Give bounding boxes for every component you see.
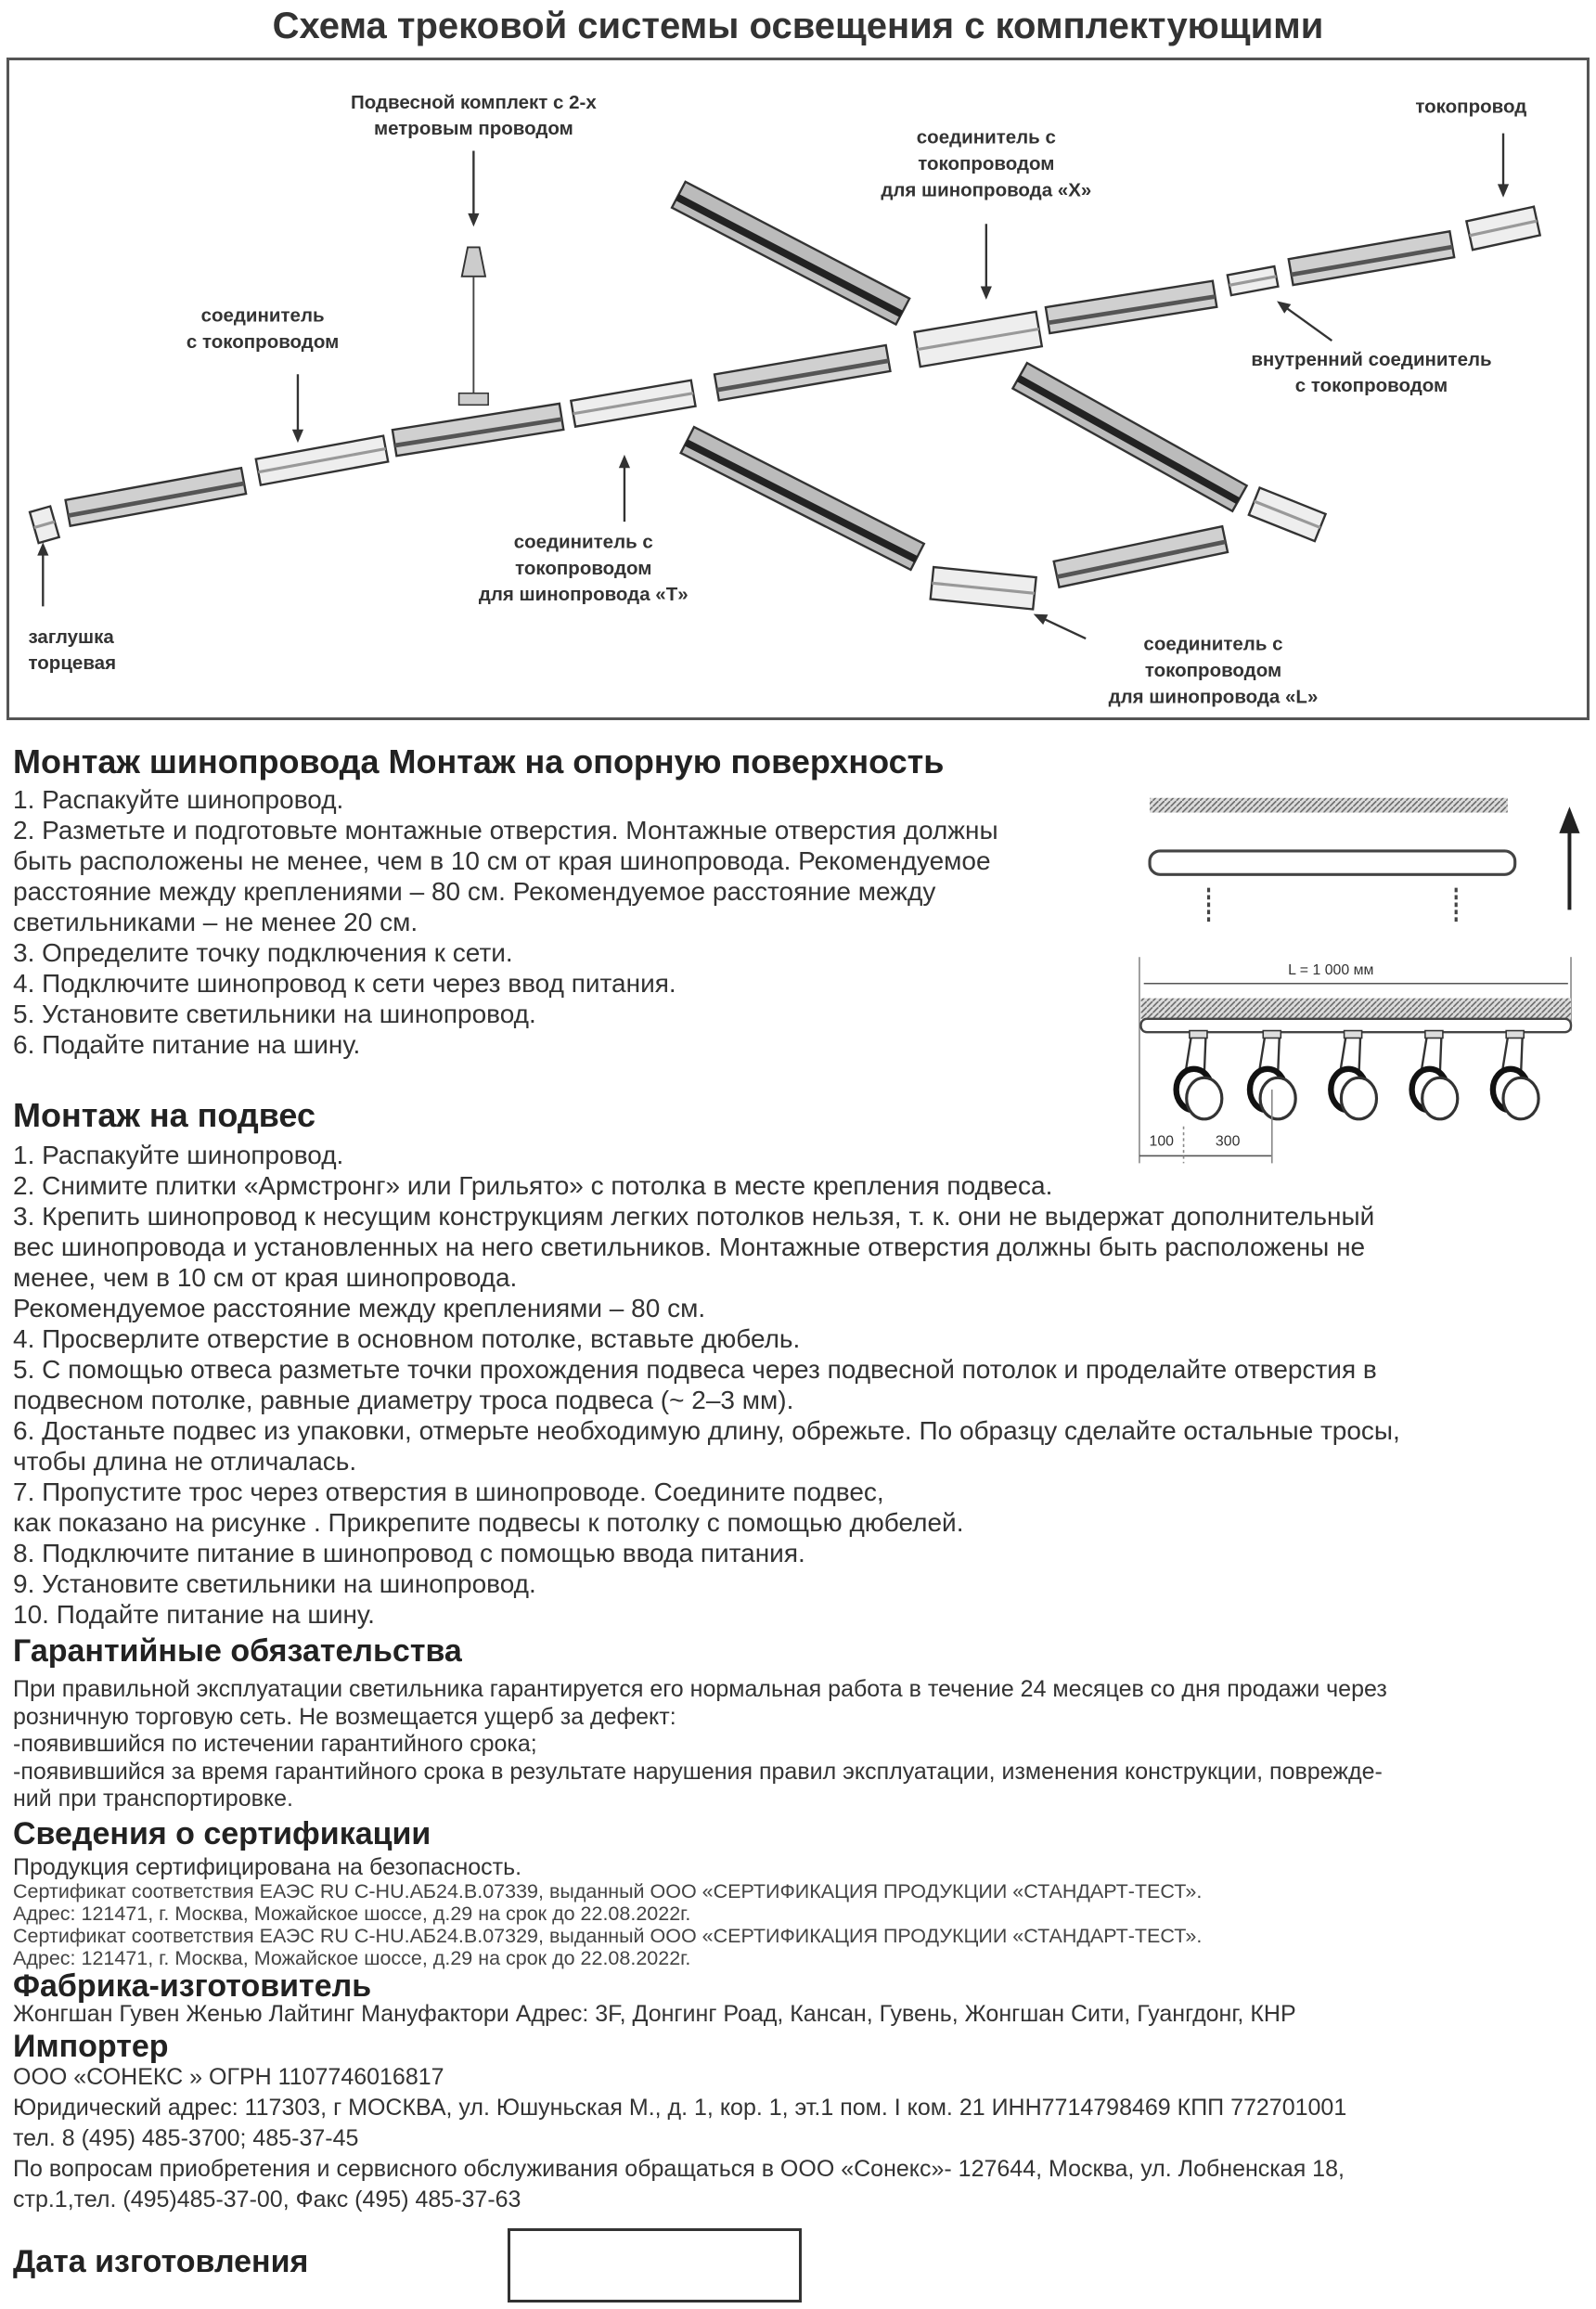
spotlight-icon bbox=[1493, 1031, 1538, 1119]
inner-connector bbox=[1228, 266, 1279, 295]
track-section bbox=[66, 468, 247, 525]
diagram-label-l-connector: для шинопровода «L» bbox=[1108, 686, 1319, 708]
text-line: Юридический адрес: 117303, г МОСКВА, ул. Юшуньская М., д. 1, кор. 1, эт.1 пом. I ком. 21 ИНН7714798469 КПП 772701001 bbox=[13, 2095, 1347, 2121]
track-section bbox=[672, 182, 909, 325]
pointer-arrow-icon bbox=[621, 458, 629, 522]
track-section bbox=[1289, 231, 1454, 285]
importer-heading: Импортер bbox=[13, 2029, 169, 2064]
manufacturer-heading: Фабрика-изготовитель bbox=[13, 1968, 372, 2004]
text-line: тел. 8 (495) 485-3700; 485-37-45 bbox=[13, 2125, 359, 2151]
pointer-arrow-icon bbox=[294, 374, 302, 440]
text-line: 1. Распакуйте шинопровод. bbox=[13, 1141, 344, 1169]
page-title: Схема трековой системы освещения с комплектующими bbox=[272, 6, 1324, 46]
diagram-label-x-connector: для шинопровода «Х» bbox=[881, 179, 1092, 201]
diagram-label-inner-connector: внутренний соединитель bbox=[1251, 348, 1492, 370]
text-line: 8. Подключите питание в шинопровод с помощью ввода питания. bbox=[13, 1539, 805, 1567]
diagram-label-x-connector: соединитель с bbox=[916, 126, 1056, 148]
text-line: Адрес: 121471, г. Москва, Можайское шоссе, д.29 на срок до 22.08.2022г. bbox=[13, 1947, 691, 1969]
text-line: 2. Разметьте и подготовьте монтажные отверстия. Монтажные отверстия должны bbox=[13, 816, 998, 845]
diagram-label-track: токопровод bbox=[1415, 96, 1527, 118]
t-connector bbox=[571, 381, 695, 427]
suspension-mount-steps bbox=[13, 1140, 1400, 1630]
text-line: По вопросам приобретения и сервисного обслуживания обращаться в ООО «Сонекс»- 127644, Москва, ул. Лобненская 18, bbox=[13, 2156, 1345, 2182]
diagram-label-suspension: Подвесной комплект с 2-х bbox=[350, 91, 597, 113]
text-line: 3. Крепить шинопровод к несущим конструкциям легких потолков нельзя, т. к. они не выдержат дополнительный bbox=[13, 1202, 1375, 1231]
ceiling-surface bbox=[1150, 798, 1508, 813]
text-line: стр.1,тел. (495)485-37-00, Факс (495) 485-37-63 bbox=[13, 2186, 521, 2212]
diagram-label-l-connector: токопроводом bbox=[1144, 659, 1282, 681]
pointer-arrow-icon bbox=[1499, 134, 1508, 195]
manufacture-date-label: Дата изготовления bbox=[13, 2244, 309, 2279]
diagram-label-inner-connector: с токопроводом bbox=[1294, 375, 1448, 397]
text-line: 5. Установите светильники на шинопровод. bbox=[13, 1000, 536, 1028]
text-line: 7. Пропустите трос через отверстия в шинопроводе. Соедините подвес, bbox=[13, 1477, 884, 1506]
text-line: -появившийся по истечении гарантийного срока; bbox=[13, 1731, 537, 1757]
text-line: 3. Определите точку подключения к сети. bbox=[13, 938, 513, 967]
track-system-diagram bbox=[6, 58, 1590, 720]
text-line: 10. Подайте питание на шину. bbox=[13, 1600, 375, 1629]
suspension-kit bbox=[459, 247, 489, 405]
text-line: Рекомендуемое расстояние между креплениями – 80 см. bbox=[13, 1294, 706, 1322]
track-section bbox=[681, 427, 924, 570]
text-line: 1. Распакуйте шинопровод. bbox=[13, 785, 344, 814]
text-line: 5. С помощью отвеса разметьте точки прохождения подвеса через подвесной потолок и проделайте отверстия в bbox=[13, 1355, 1377, 1384]
l-connector bbox=[931, 567, 1036, 609]
certification-details bbox=[13, 1880, 1202, 1969]
spotlight-icon bbox=[1177, 1031, 1222, 1119]
text-line: вес шинопровода и установленных на него светильников. Монтажные отверстия должны быть расположены не bbox=[13, 1232, 1366, 1261]
diagram-label-end-cap: заглушка bbox=[28, 626, 114, 648]
diagram-label-suspension: метровым проводом bbox=[373, 118, 573, 140]
track-section bbox=[714, 345, 890, 400]
track-end bbox=[1466, 207, 1539, 250]
end-cap bbox=[30, 507, 59, 544]
track-section bbox=[1054, 526, 1228, 587]
surface-mount-steps bbox=[13, 784, 998, 1060]
text-line: Адрес: 121471, г. Москва, Можайское шоссе, д.29 на срок до 22.08.2022г. bbox=[13, 1903, 691, 1925]
warranty-text bbox=[13, 1676, 1387, 1813]
diagram-label-end-cap: торцевая bbox=[28, 652, 117, 675]
diagram-label-x-connector: токопроводом bbox=[918, 153, 1055, 174]
diagram-label-straight-connector: соединитель bbox=[200, 304, 325, 327]
certification-heading: Сведения о сертификации bbox=[13, 1816, 431, 1851]
diagram-label-t-connector: для шинопровода «Т» bbox=[478, 584, 689, 606]
text-line: подвесном потолке, равные диаметру троса подвеса (~ 2–3 мм). bbox=[13, 1386, 794, 1414]
mounting-figure-svg bbox=[1132, 780, 1596, 1179]
text-line: менее, чем в 10 см от края шинопровода. bbox=[13, 1263, 518, 1292]
text-line: как показано на рисунке . Прикрепите подвесы к потолку с помощью дюбелей. bbox=[13, 1508, 964, 1537]
manufacturer-address: Жонгшан Гувен Женью Лайтинг Мануфактори Адрес: 3F, Донгинг Роад, Кансан, Гувень, Жонгшан Сити, Гуангдонг, КНР bbox=[13, 2001, 1296, 2027]
spotlight-icon bbox=[1331, 1031, 1376, 1119]
text-line: быть расположены не менее, чем в 10 см от края шинопровода. Рекомендуемое bbox=[13, 846, 991, 875]
text-line: Сертификат соответствия ЕАЭС RU С-HU.АБ24.В.07339, выданный ООО «СЕРТИФИКАЦИЯ ПРОДУКЦИИ «СТАНДАРТ-ТЕСТ». bbox=[13, 1880, 1203, 1903]
text-line: 9. Установите светильники на шинопровод. bbox=[13, 1569, 536, 1598]
spotlight-icon bbox=[1412, 1031, 1458, 1119]
x-connector bbox=[914, 312, 1041, 367]
track-section bbox=[1012, 363, 1246, 511]
pointer-arrow-icon bbox=[470, 151, 478, 225]
text-line: 6. Подайте питание на шину. bbox=[13, 1030, 361, 1059]
pointer-arrow-icon bbox=[1036, 615, 1086, 639]
diagram-label-l-connector: соединитель с bbox=[1143, 633, 1283, 655]
manufacturer-details bbox=[13, 2001, 1296, 2029]
dimension-300: 300 bbox=[1215, 1133, 1241, 1150]
text-line: ний при транспортировке. bbox=[13, 1786, 293, 1812]
text-line: чтобы длина не отличалась. bbox=[13, 1447, 357, 1476]
track-rail bbox=[1150, 851, 1515, 874]
pointer-arrow-icon bbox=[1280, 303, 1332, 341]
text-line: При правильной эксплуатации светильника гарантируется его нормальная работа в течение 24 месяцев со дня продажи через bbox=[13, 1676, 1387, 1702]
text-line: 4. Просверлите отверстие в основном потолке, вставьте дюбель. bbox=[13, 1324, 801, 1353]
manufacture-date-field bbox=[508, 2228, 802, 2303]
importer-details bbox=[13, 2062, 1346, 2215]
surface-mount-heading: Монтаж шинопровода Монтаж на опорную поверхность bbox=[13, 742, 945, 780]
diagram-label-t-connector: соединитель с bbox=[513, 531, 653, 553]
certification-intro-text: Продукция сертифицирована на безопасность. bbox=[13, 1854, 522, 1880]
warranty-heading: Гарантийные обязательства bbox=[13, 1633, 462, 1669]
text-line: -появившийся за время гарантийного срока в результате нарушения правил эксплуатации, изменения конструкции, поврежде- bbox=[13, 1758, 1383, 1785]
text-line: Сертификат соответствия ЕАЭС RU С-HU.АБ24.В.07329, выданный ООО «СЕРТИФИКАЦИЯ ПРОДУКЦИИ «СТАНДАРТ-ТЕСТ». bbox=[13, 1925, 1203, 1947]
dimension-100: 100 bbox=[1149, 1133, 1174, 1150]
pointer-arrow-icon bbox=[39, 545, 47, 606]
length-label: L = 1 000 мм bbox=[1288, 962, 1374, 979]
mounting-figure bbox=[1132, 780, 1596, 1179]
end-cap bbox=[1249, 488, 1326, 542]
track-section bbox=[1046, 281, 1216, 333]
suspension-mount-heading: Монтаж на подвес bbox=[13, 1096, 316, 1134]
text-line: 4. Подключите шинопровод к сети через ввод питания. bbox=[13, 969, 676, 998]
diagram-label-t-connector: токопроводом bbox=[515, 557, 652, 579]
text-line: 6. Достаньте подвес из упаковки, отмерьте необходимую длину, обрежьте. По образцу сделайте остальные тросы, bbox=[13, 1416, 1400, 1445]
track-system-illustration bbox=[9, 60, 1587, 717]
diagram-label-straight-connector: с токопроводом bbox=[186, 330, 340, 353]
track-section bbox=[393, 404, 563, 456]
text-line: розничную торговую сеть. Не возмещается ущерб за дефект: bbox=[13, 1703, 676, 1730]
text-line: 2. Снимите плитки «Армстронг» или Грильято» с потолка в месте крепления подвеса. bbox=[13, 1171, 1053, 1200]
certification-intro bbox=[13, 1854, 521, 1882]
text-line: ООО «СОНЕКС » ОГРН 1107746016817 bbox=[13, 2064, 444, 2090]
text-line: расстояние между креплениями – 80 см. Рекомендуемое расстояние между bbox=[13, 877, 936, 906]
straight-connector bbox=[256, 436, 388, 485]
pointer-arrow-icon bbox=[983, 224, 991, 297]
text-line: светильниками – не менее 20 см. bbox=[13, 908, 418, 936]
